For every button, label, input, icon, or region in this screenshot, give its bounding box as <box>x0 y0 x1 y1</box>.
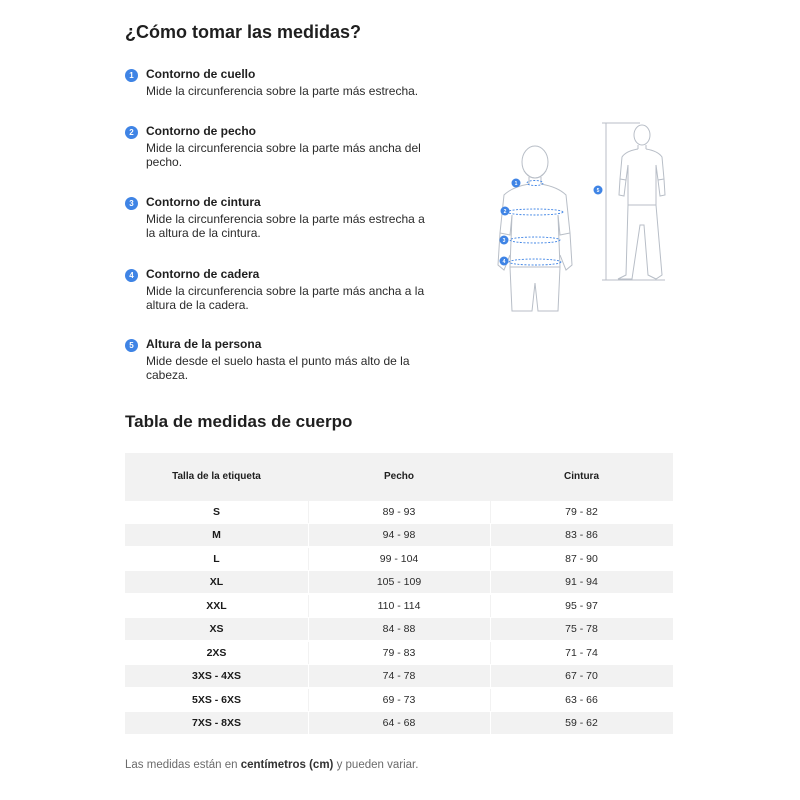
marker-label: 3 <box>502 238 506 244</box>
table-row <box>125 524 673 546</box>
header-chest: Pecho <box>383 471 414 482</box>
waist-cell: 59 - 62 <box>565 717 598 729</box>
footnote-text: Las medidas están en <box>125 759 241 771</box>
marker-label: 5 <box>596 188 600 194</box>
step-title: Contorno de cintura <box>146 195 261 209</box>
step-description: Mide la circunferencia sobre la parte más estrecha a la altura de la cintura. <box>146 212 425 240</box>
table-row <box>125 712 673 734</box>
chest-cell: 64 - 68 <box>382 717 416 729</box>
table-row <box>125 689 673 711</box>
waist-cell: 91 - 94 <box>565 576 598 588</box>
chest-cell: 110 - 114 <box>377 600 421 612</box>
header-waist: Cintura <box>564 471 599 482</box>
standing-figure <box>618 125 665 279</box>
table-row <box>125 665 673 687</box>
step-description: Mide la circunferencia sobre la parte más ancha del pecho. <box>146 141 421 169</box>
table-row <box>125 595 673 617</box>
step-title: Contorno de cadera <box>146 267 260 281</box>
size-cell: XS <box>209 623 224 635</box>
size-cell: L <box>213 553 220 565</box>
chest-cell: 74 - 78 <box>382 670 416 682</box>
size-cell: 3XS - 4XS <box>191 670 242 682</box>
size-cell: 5XS - 6XS <box>191 694 242 706</box>
step-title: Contorno de pecho <box>146 124 256 138</box>
footnote-unit: centímetros (cm) <box>240 759 334 771</box>
header-size: Talla de la etiqueta <box>172 471 261 482</box>
waist-cell: 79 - 82 <box>565 506 598 518</box>
chest-cell: 89 - 93 <box>382 506 416 518</box>
step-title: Contorno de cuello <box>146 67 256 81</box>
step-description: Mide desde el suelo hasta el punto más alto de la cabeza. <box>146 354 410 382</box>
torso-figure <box>498 146 572 311</box>
waist-cell: 87 - 90 <box>565 553 598 565</box>
waist-cell: 95 - 97 <box>565 600 598 612</box>
waist-cell: 75 - 78 <box>565 623 598 635</box>
step-description: Mide la circunferencia sobre la parte más ancha a la altura de la cadera. <box>146 284 425 312</box>
waist-cell: 67 - 70 <box>565 670 598 682</box>
step-number-badge: 3 <box>125 197 138 210</box>
chest-cell: 105 - 109 <box>376 576 422 588</box>
marker-label: 4 <box>502 259 506 265</box>
waist-cell: 63 - 66 <box>565 694 598 706</box>
table-row <box>125 642 673 664</box>
size-cell: M <box>212 529 221 541</box>
size-cell: 2XS <box>206 647 227 659</box>
step-title: Altura de la persona <box>146 337 262 351</box>
guide-title: ¿Cómo tomar las medidas? <box>125 22 362 42</box>
chest-cell: 99 - 104 <box>379 553 419 565</box>
table-row <box>125 571 673 593</box>
table-title: Tabla de medidas de cuerpo <box>125 412 353 431</box>
measurement-markers <box>500 179 603 266</box>
marker-label: 1 <box>514 181 518 187</box>
size-cell: XXL <box>206 600 227 612</box>
chest-cell: 69 - 73 <box>382 694 416 706</box>
size-cell: 7XS - 8XS <box>191 717 242 729</box>
step-number-badge: 1 <box>125 69 138 82</box>
waist-cell: 71 - 74 <box>565 647 598 659</box>
footnote-text-end: y pueden variar. <box>333 759 419 771</box>
size-cell: S <box>212 506 220 518</box>
chest-cell: 84 - 88 <box>382 623 416 635</box>
step-number-badge: 4 <box>125 269 138 282</box>
marker-label: 2 <box>503 209 507 215</box>
step-number-badge: 5 <box>125 339 138 352</box>
chest-cell: 94 - 98 <box>382 529 416 541</box>
size-cell: XL <box>209 576 224 588</box>
table-row <box>125 548 673 570</box>
table-row <box>125 501 673 523</box>
step-description: Mide la circunferencia sobre la parte más estrecha. <box>146 84 419 98</box>
chest-cell: 79 - 83 <box>382 647 416 659</box>
table-row <box>125 618 673 640</box>
measurement-lines <box>507 181 563 266</box>
body-measurement-illustration <box>490 115 680 315</box>
step-number-badge: 2 <box>125 126 138 139</box>
units-footnote <box>125 759 418 771</box>
waist-cell: 83 - 86 <box>565 529 598 541</box>
size-table-header <box>125 453 673 501</box>
